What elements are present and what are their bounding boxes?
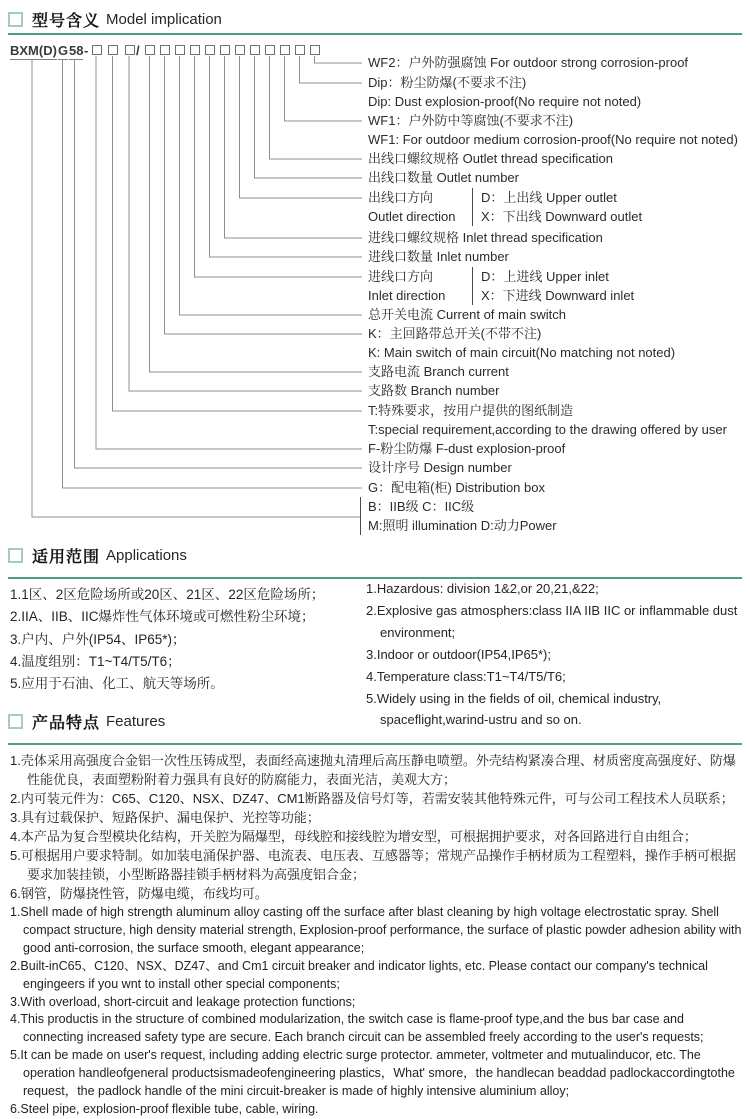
placeholder-box: [205, 45, 215, 55]
model-label-outlet-thread: 出线口螺纹规格 Outlet thread specification: [368, 151, 613, 166]
model-label-wf2: WF2：户外防强腐蚀 For outdoor strong corrosion-proof: [368, 55, 689, 70]
features-section-title-en: Features: [106, 713, 166, 730]
placeholder-box: [235, 45, 245, 55]
applications-list-cn: [10, 584, 362, 695]
model-label-dip: Dip：粉尘防爆(不要求不注) Dip: Dust explosion-proof(No require not noted): [368, 75, 642, 109]
placeholder-box: [220, 45, 230, 55]
model-label-outlet-number: 出线口数量 Outlet number: [368, 170, 519, 185]
list-item: 2.Explosive gas atmosphers:class IIA IIB IIC or inflammable dust environment;: [366, 602, 738, 640]
features-section-title-cn: 产品特点: [32, 715, 101, 732]
placeholder-box: [190, 45, 200, 55]
list-item: 1.Shell made of high strength aluminum alloy casting off the surface after blast cleaning by high voltage electrostatic spray. Shell compact structure, high density material strength, Explosion-proof performance, the surface of plastic powder adhesion ability with good anti-corrosion, the surface smooth, elegant appearance;: [10, 905, 742, 955]
list-item: 4.温度组别：T1~T4/T5/T6；: [10, 653, 181, 669]
model-label-branch-number: 支路数 Branch number: [368, 383, 500, 398]
model-type-letter: G: [58, 43, 69, 58]
list-item: 2.内可装元件为：C65、C120、NSX、DZ47、CM1断路器及信号灯等，若需安装其他特殊元件，可与公司工程技术人员联系；: [10, 791, 734, 806]
model-dash: -: [84, 43, 89, 58]
placeholder-box: [175, 45, 185, 55]
applications-section-title-en: Applications: [106, 547, 187, 564]
model-label-outlet-direction: 出线口方向 Outlet direction D：上出线 Upper outlet X：下出线 Downward outlet: [368, 190, 643, 224]
placeholder-box: [250, 45, 260, 55]
section-square-icon: [8, 548, 23, 563]
list-item: 5.Widely using in the fields of oil, chemical industry, spaceflight,warind-ustru and so on.: [366, 690, 662, 728]
placeholder-box: [310, 45, 320, 55]
section-divider: [8, 743, 742, 745]
list-item: 3.Indoor or outdoor(IP54,IP65*);: [366, 646, 552, 662]
model-label-main-switch-current: 总开关电流 Current of main switch: [368, 307, 566, 322]
model-slash: /: [136, 43, 140, 58]
placeholder-box: [295, 45, 305, 55]
list-item: 6.钢管，防爆挠性管，防爆电缆，布线均可。: [10, 886, 268, 901]
placeholder-box: [160, 45, 170, 55]
placeholder-box: [108, 45, 118, 55]
list-item: 4.Temperature class:T1~T4/T5/T6;: [366, 668, 566, 684]
list-item: 5.可根据用户要求特制。如加装电涌保护器、电流表、电压表、互感器等；常规产品操作手柄材质为工程塑料，操作手柄可根据要求加装挂锁，小型断路器挂锁手柄材料为高强度铝合金；: [10, 848, 736, 882]
applications-section-title-cn: 适用范围: [32, 549, 101, 566]
model-label-k: K：主回路带总开关(不带不注) K: Main switch of main circuit(No matching not noted): [368, 326, 676, 360]
model-label-f: F-粉尘防爆 F-dust explosion-proof: [368, 441, 566, 456]
list-item: 6.Steel pipe, explosion-proof flexible tube, cable, wiring.: [10, 1101, 319, 1116]
model-label-g: G：配电箱(柜) Distribution box: [368, 480, 545, 495]
list-item: 5.It can be made on user's request, including adding electric surge protector. ammeter, voltmeter and mutualinducor, etc. The operation handleofgeneral productsismadeofengineering plastics，What' smore，the handlecan beaddad padlockaccordingtothe request，the padlock handle of the mini circuit-breaker is made of highly intensive aluminium alloy;: [10, 1048, 735, 1099]
placeholder-box: [265, 45, 275, 55]
model-label-branch-current: 支路电流 Branch current: [368, 364, 509, 379]
model-implication-diagram: [0, 0, 750, 540]
placeholder-box: [125, 45, 135, 55]
model-label-bm-group: B：IIB级 C：IIC级 M:照明 illumination D:动力Power: [360, 497, 557, 535]
list-item: 4.This productis in the structure of combined modularization, the switch case is flame-proof type,and the bus bar case and connecting increased safety type are secure. Each branch circuit can be assembled freely according to the user's requests;: [10, 1012, 704, 1045]
applications-section-header: [8, 544, 187, 567]
features-section-header: [8, 710, 165, 733]
list-item: 3.具有过载保护、短路保护、漏电保护、光控等功能；: [10, 810, 320, 825]
placeholder-box: [145, 45, 155, 55]
model-label-inlet-thread: 进线口螺纹规格 Inlet thread specification: [368, 230, 603, 245]
model-label-t: T:特殊要求，按用户提供的图纸制造 T:special requirement,according to the drawing offered by user: [368, 403, 727, 437]
model-label-design-number: 设计序号 Design number: [368, 460, 512, 475]
list-item: 2.IIA、IIB、IIC爆炸性气体环境或可燃性粉尘环境；: [10, 609, 315, 625]
features-list-en: [10, 904, 742, 1119]
applications-list-en: [366, 578, 746, 731]
model-section-title-en: Model implication: [106, 11, 222, 28]
list-item: 4.本产品为复合型模块化结构，开关腔为隔爆型，母线腔和接线腔为增安型，可根据拥护要求，对各回路进行自由组合；: [10, 829, 697, 844]
model-label-inlet-direction: 进线口方向 Inlet direction D：上进线 Upper inlet X：下进线 Downward inlet: [368, 269, 635, 303]
features-list-cn: [10, 751, 744, 903]
list-item: 1.Hazardous: division 1&2,or 20,21,&22;: [366, 581, 599, 596]
list-item: 5.应用于石油、化工、航天等场所。: [10, 676, 224, 692]
list-item: 2.Built-inC65、C120、NSX、DZ47、and Cm1 circuit breaker and indicator lights, etc. Please contact our company's technical engingeers if you wnt to install other special components;: [10, 958, 708, 991]
section-square-icon: [8, 714, 23, 729]
list-item: 3.With overload, short-circuit and leakage protection functions;: [10, 994, 356, 1009]
model-label-wf1: WF1：户外防中等腐蚀(不要求不注) WF1: For outdoor medium corrosion-proof(No require not noted): [368, 113, 738, 147]
list-item: 1.1区、2区危险场所或20区、21区、22区危险场所；: [10, 587, 325, 602]
placeholder-box: [92, 45, 102, 55]
model-design-number: 58: [69, 43, 84, 58]
placeholder-box: [280, 45, 290, 55]
model-section-title-cn: 型号含义: [32, 13, 101, 30]
list-item: 3.户内、户外(IP54、IP65*)；: [10, 631, 186, 647]
model-label-inlet-number: 进线口数量 Inlet number: [368, 249, 509, 264]
model-prefix: BXM(D): [10, 43, 57, 58]
list-item: 1.壳体采用高强度合金铝一次性压铸成型，表面经高速抛丸清理后高压静电喷塑。外壳结构紧凑合理、材质密度高强度好、防爆性能优良，表面塑粉附着力强具有良好的防腐能力，表面光洁，美观大方；: [10, 753, 736, 787]
